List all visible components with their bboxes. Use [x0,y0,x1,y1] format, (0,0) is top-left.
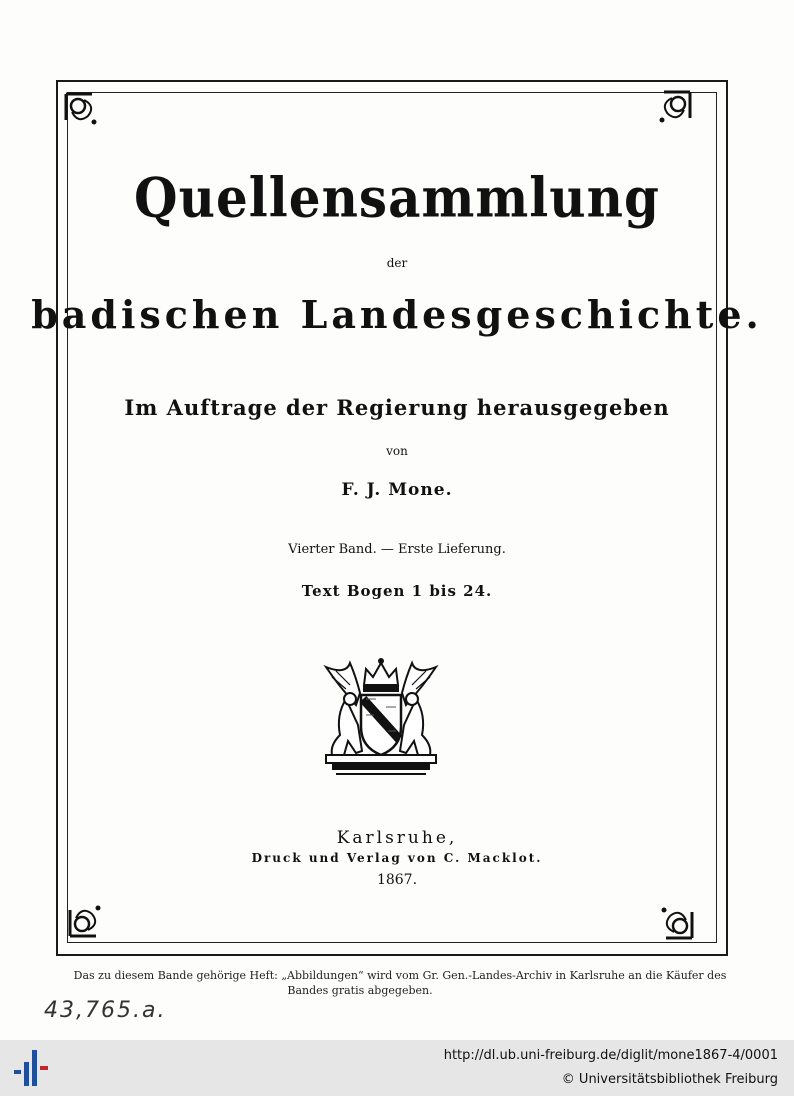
main-title: Quellensammlung [134,165,660,230]
imprint-year: 1867. [376,872,418,888]
title-connector: der [386,256,408,270]
footnote-line-2: Bandes gratis abgegeben. [287,984,433,997]
commission-line: Im Auftrage der Regierung herausgegeben [124,395,670,420]
footnote-line-1: Das zu diesem Bande gehörige Heft: „Abbildungen“ wird vom Gr. Gen.-Landes-Archiv in Karlsruhe an die Käufer des [73,969,727,982]
coat-of-arms-icon [316,655,446,780]
author-name: F. J. Mone. [341,480,453,500]
imprint-city: Karlsruhe, [336,828,458,848]
permalink-url[interactable]: http://dl.ub.uni-freiburg.de/diglit/mone1867-4/0001 [443,1048,778,1063]
handwritten-shelfmark: 43,765.a. [44,998,167,1023]
viewer-footer [0,1040,794,1096]
subtitle: badischen Landesgeschichte. [31,292,763,337]
by-line: von [386,444,408,458]
corner-ornament-icon [654,88,694,128]
corner-ornament-icon [66,900,106,940]
volume-info: Vierter Band. — Erste Lieferung. [288,542,506,557]
corner-ornament-icon [656,902,696,942]
library-logo-icon [12,1048,52,1088]
copyright-notice: © Universitätsbibliothek Freiburg [561,1072,778,1087]
text-pages-info: Text Bogen 1 bis 24. [301,582,493,600]
imprint-publisher: Druck und Verlag von C. Macklot. [251,851,543,865]
corner-ornament-icon [62,90,102,130]
